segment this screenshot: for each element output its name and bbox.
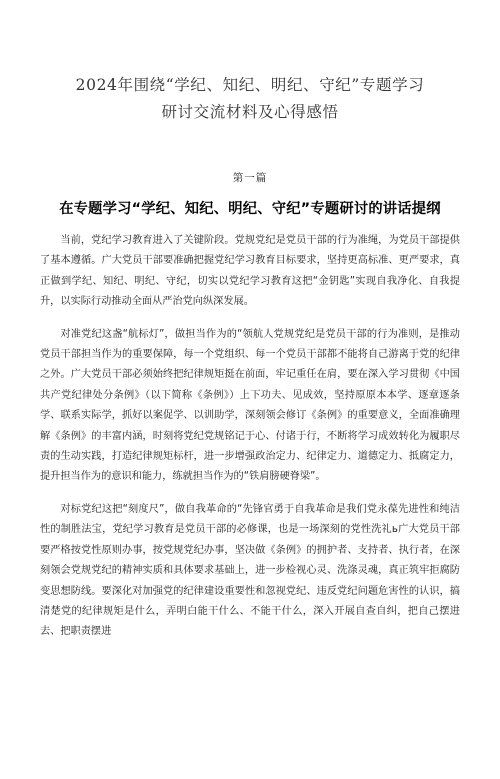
document-title-line-1: 2024年围绕“学纪、知纪、明纪、守纪”专题学习 [75,76,425,94]
document-title-line-2: 研讨交流材料及心得感悟 [161,103,339,121]
paragraph: 对准党纪这盏“航标灯”，做担当作为的“领航人党规党纪是党员干部的行为准则，是推动党员干部担当作为的重要保障，每一个党组织、每一个党员干部都不能将自己游离于党的纪律之外。广大党员干部必须始终把纪律规矩挺在前面，牢记重任在肩，要在深入学习贯彻《中国共产党纪律处分条例》（以下简称《条例》）上下功夫、见成效，坚持原原本本学、逐章逐条学、联系实际学，抓好以案促学、以训助学，深刻领会修订《条例》的重要意义，全面准确理解《条例》的丰富内涵，时刻将党纪党规铭记于心、付诸于行，不断将学习成效转化为履职尽责的生动实践，打造纪律规矩标杆，进一步增强政治定力、纪律定力、道德定力、抵腐定力，提升担当作为的意识和能力，练就担当作为的“铁肩膀硬脊梁”。 [40,328,460,483]
document-page [0,72,500,779]
document-title [40,72,460,126]
paragraph: 对标党纪这把“刻度尺”，做自我革命的“先锋官勇于自我革命是我们党永葆先进性和纯洁性的制胜法宝，党纪学习教育是党员干部的必修课，也是一场深刻的党性洗礼ь广大党员干部要严格按党性原则办事，按党规党纪办事，坚决做《条例》的拥护者、支持者、执行者，在深刻领会党规党纪的精神实质和具体要求基础上，进一步检视心灵、洗涤灵魂，真正筑牢拒腐防变思想防线。要深化对加强党的纪律建设重要性和忽视党纪、违反党纪问题危害性的认识，搞清楚党的纪律规矩是什么，弄明白能干什么、不能干什么，深入开展自查自纠，把自己摆进去、把职责摆进 [40,503,460,638]
section-heading: 在专题学习“学纪、知纪、明纪、守纪”专题研讨的讲话提纲 [59,201,441,217]
paragraph: 当前，党纪学习教育进入了关键阶段。党规党纪是党员干部的行为准绳，为党员干部提供了基本遵循。广大党员干部要准确把握党纪学习教育目标要求，坚持更高标准、更严要求，真正做到学纪、知纪、明纪、守纪，切实以党纪学习教育这把“金钥匙”实现自我净化、自我提升，以实际行动推动全面从严治党向纵深发展。 [40,235,460,308]
section-label: 第一篇 [232,172,268,184]
document-body [40,231,460,643]
